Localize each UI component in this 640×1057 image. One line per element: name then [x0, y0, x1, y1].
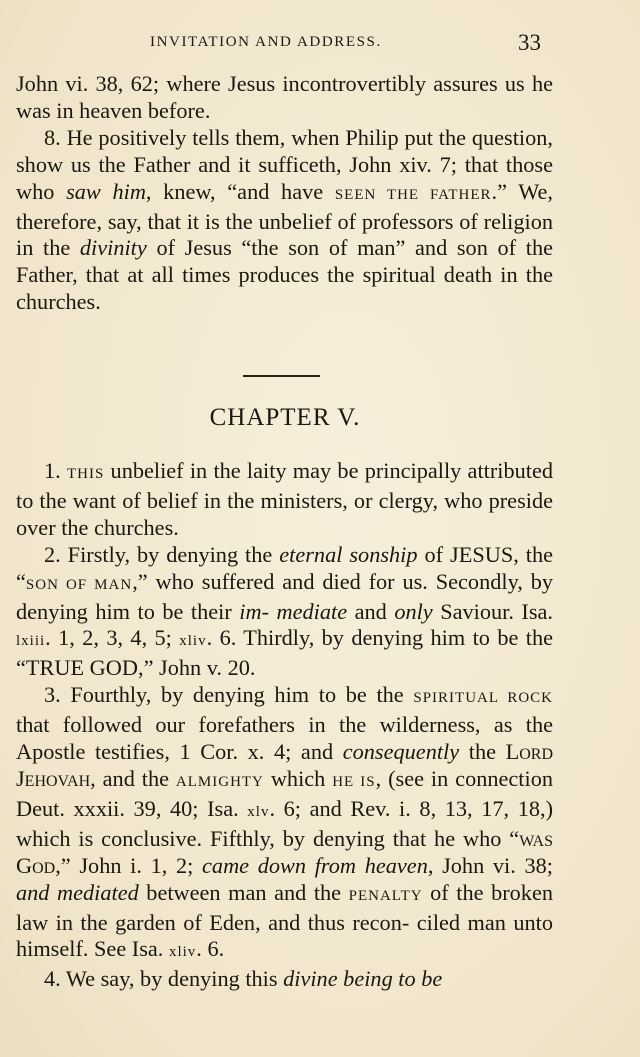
running-head: INVITATION AND ADDRESS. [150, 34, 382, 50]
text-run: . 6; and Rev. i. 8, 13, 17, 18,) which is conclusive. Fifthly, by denying that he who “ [16, 795, 553, 851]
italic-run: eternal sonship [279, 541, 418, 567]
smallcaps-run: SON OF MAN [25, 576, 133, 593]
top-text-block [16, 71, 553, 316]
italic-run: divinity [79, 235, 147, 261]
paragraph-2 [16, 542, 553, 683]
text-run: 4. We say, by denying this [44, 966, 284, 992]
text-run: and [347, 598, 395, 624]
text-run: , and the [90, 765, 176, 791]
italic-run: divine being to be [283, 966, 443, 992]
smallcaps-run: THIS [66, 466, 105, 482]
smallcaps-run: xlv [247, 803, 270, 820]
text-run: . 1, 2, 3, 4, 5; [45, 625, 180, 651]
italic-run: only [394, 598, 433, 624]
chapter-heading: CHAPTER V. [209, 404, 361, 431]
italic-run: saw him [66, 178, 146, 204]
text-run: 8. He positively tells them, when Philip put the question, show us the Father and it sufficeth, John xiv. 7; that those who [16, 124, 553, 204]
italic-run: came down from heaven [202, 852, 428, 878]
italic-run: im- mediate [239, 598, 348, 624]
text-run: unbelief in the laity may be principally attributed to the want of belief in the ministers, or clergy, who preside over the churches. [16, 458, 553, 540]
text-run: John vi. 38, 62; where Jesus incontrovertibly assures us he was in heaven before. [16, 71, 553, 123]
smallcaps-run: lxiii [16, 633, 46, 650]
section-divider [243, 375, 320, 377]
bottom-text-block [16, 458, 553, 993]
smallcaps-run: HE IS [332, 773, 376, 790]
page-number: 33 [518, 30, 541, 55]
paragraph-3 [16, 682, 553, 966]
smallcaps-run: ALMIGHTY [175, 773, 264, 790]
text-run: the [459, 739, 506, 765]
text-run: Saviour. Isa. [432, 598, 553, 624]
smallcaps-run: SPIRITUAL ROCK [413, 690, 553, 707]
paragraph-1 [16, 458, 553, 542]
text-run: ,” John i. 1, 2; [55, 852, 203, 878]
text-run: . 6. Thirdly, by denying him to be the “TRUE GOD,” John v. 20. [16, 625, 553, 681]
text-run: 2. Firstly, by denying the [44, 541, 280, 567]
text-run: . 6. [196, 936, 225, 962]
paragraph-continuation [16, 71, 553, 125]
text-run: .” We, therefore, say, that it is the unbelief of professors of religion in the [16, 178, 553, 261]
text-run: of the broken law in the garden of Eden, and thus recon- ciled man unto himself. See Isa. [16, 879, 553, 962]
text-run: of Jesus “the son of man” and son of the Father, that at all times produces the spiritual death in the churches. [16, 235, 553, 315]
italic-run: consequently [342, 739, 460, 765]
smallcaps-run: xliv [179, 633, 207, 650]
text-run: which [263, 765, 333, 791]
text-run: , (see in connection Deut. xxxii. 39, 40; Isa. [16, 765, 553, 821]
smallcaps-run: xliv [168, 944, 197, 961]
smallcaps-run: was God [16, 825, 553, 878]
text-run: of JESUS, the “ [16, 541, 554, 594]
text-run: , knew, “and have [145, 178, 335, 204]
text-run: between man and the [138, 879, 349, 905]
smallcaps-run: Lord Jehovah [16, 739, 553, 791]
text-run: ,” who suffered and died for us. Secondly, by denying him to be their [16, 568, 553, 624]
text-run: 3. Fourthly, by denying him to be the [44, 682, 414, 708]
paragraph-8 [16, 125, 553, 316]
italic-run: and mediated [16, 879, 139, 905]
paragraph-4 [16, 966, 553, 993]
text-run: , John vi. 38; [427, 852, 553, 878]
text-run: 1. [44, 458, 67, 483]
smallcaps-run: PENALTY [348, 887, 423, 904]
smallcaps-run: SEEN THE FATHER [334, 186, 492, 203]
text-run: that followed our forefathers in the wilderness, as the Apostle testifies, 1 Cor. x. 4; and [16, 712, 553, 765]
